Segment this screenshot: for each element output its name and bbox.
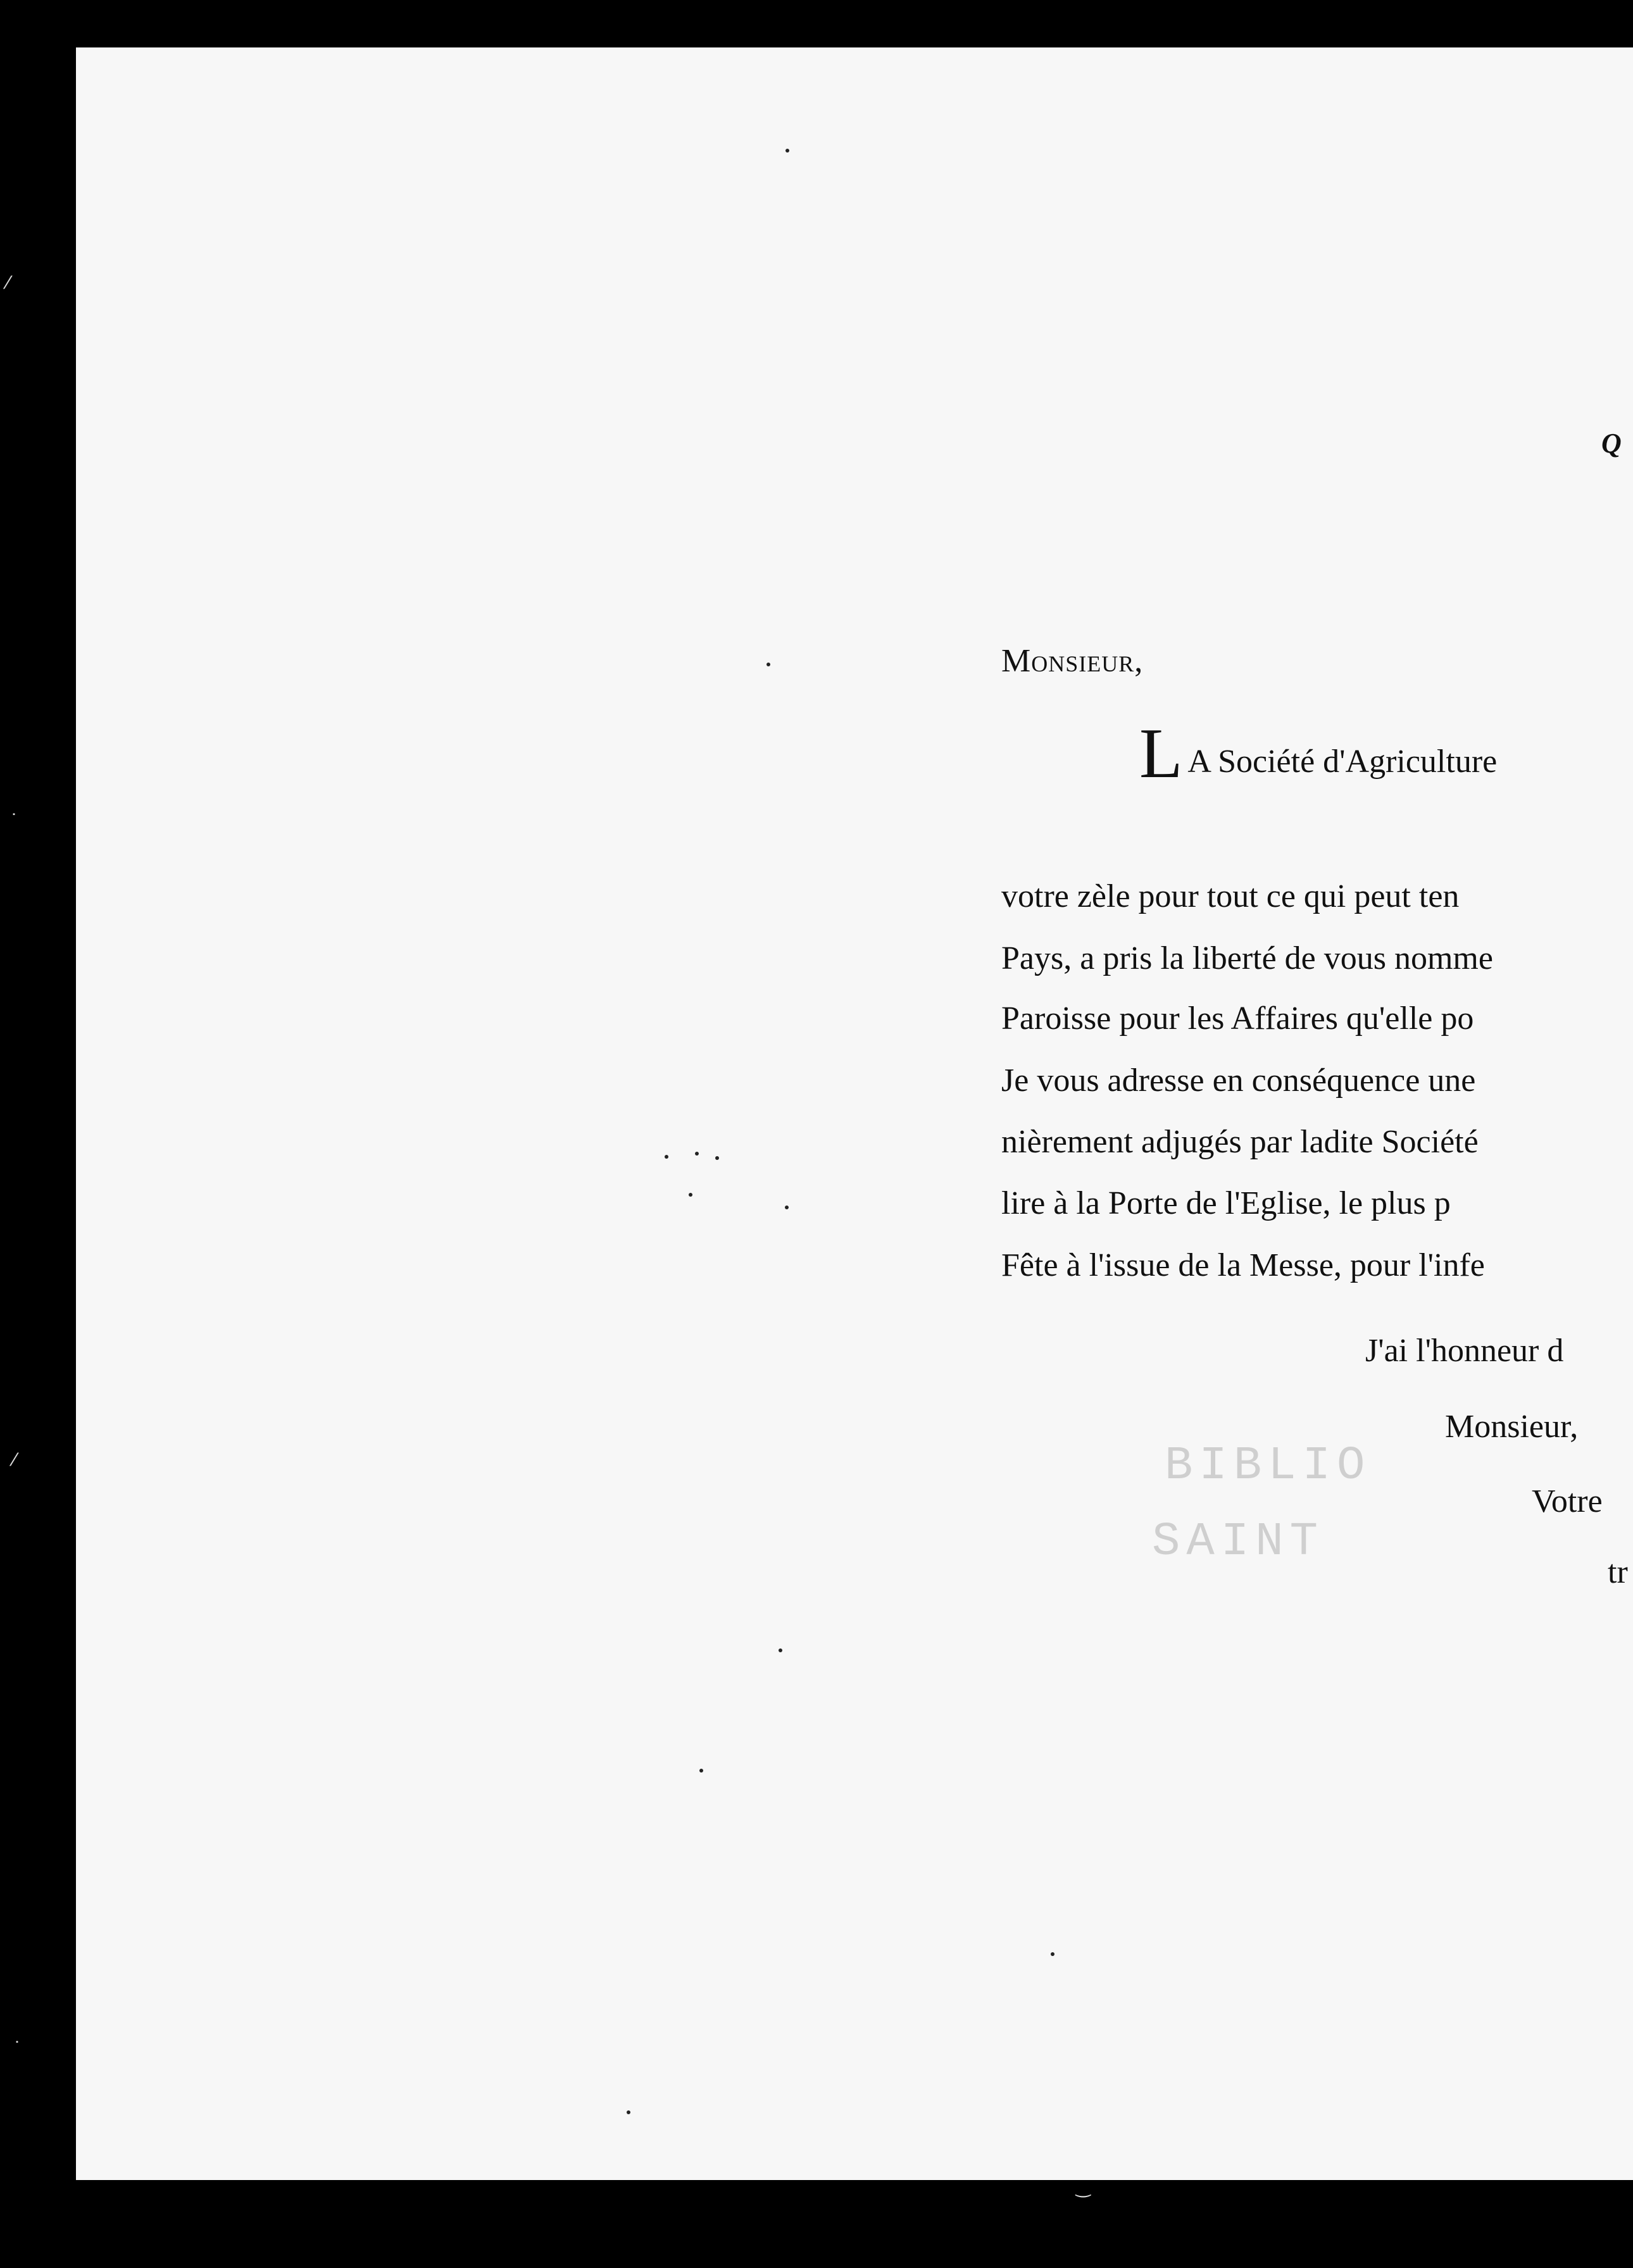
body-line: nièrement adjugés par ladite Société (1001, 1124, 1479, 1160)
body-line: Je vous adresse en conséquence une (1001, 1062, 1476, 1099)
library-stamp-line: SAINT (1152, 1516, 1325, 1569)
paper-speck (699, 1769, 703, 1773)
header-fragment: Q (1601, 428, 1622, 459)
closing-line: tr (1608, 1554, 1628, 1590)
scan-edge-mark: ˙ (13, 2038, 22, 2059)
paper-speck (665, 1155, 668, 1159)
paper-speck (1051, 1952, 1054, 1956)
scan-edge-mark: ⁄ (13, 1449, 16, 1470)
closing-line: Votre (1532, 1483, 1603, 1519)
body-line: lire à la Porte de l'Eglise, le plus p (1001, 1185, 1451, 1221)
paper-speck (785, 149, 789, 153)
scan-edge-mark: ˙ (9, 810, 18, 831)
paper-speck (695, 1152, 699, 1156)
drop-cap: L (1139, 714, 1183, 793)
scan-edge-mark: ‿ (1076, 2177, 1091, 2198)
library-stamp-line: BIBLIO (1165, 1440, 1372, 1493)
salutation: Monsieur, (1001, 643, 1144, 679)
body-line: Pays, a pris la liberté de vous nomme (1001, 940, 1493, 976)
first-line-text: A Société d'Agriculture (1187, 744, 1498, 780)
paper-speck (627, 2110, 630, 2114)
paper-speck (715, 1156, 719, 1160)
closing-salutation: Monsieur, (1445, 1409, 1579, 1445)
paper-speck (766, 663, 770, 666)
paper-speck (689, 1193, 692, 1197)
paper-speck (785, 1206, 789, 1209)
scan-edge-mark: ⁄ (6, 272, 9, 293)
paper-speck (779, 1648, 782, 1652)
body-line: votre zèle pour tout ce qui peut ten (1001, 878, 1460, 914)
closing-line: J'ai l'honneur d (1365, 1333, 1564, 1369)
body-line: Paroisse pour les Affaires qu'elle po (1001, 1000, 1474, 1037)
document-page (76, 47, 1633, 2180)
first-paragraph-line (1139, 714, 1498, 793)
body-line: Fête à l'issue de la Messe, pour l'infe (1001, 1247, 1485, 1283)
